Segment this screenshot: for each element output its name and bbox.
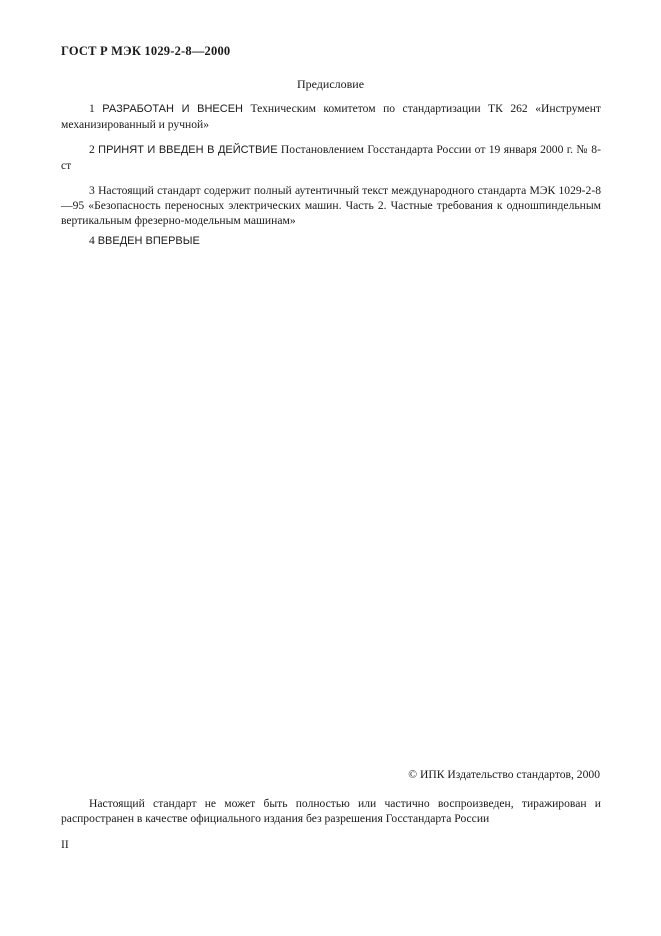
foreword-item-3 xyxy=(61,183,601,228)
standard-code-header: ГОСТ Р МЭК 1029-2-8—2000 xyxy=(61,44,231,58)
copyright-line: © ИПК Издательство стандартов, 2000 xyxy=(408,768,600,781)
foreword-title: Предисловие xyxy=(296,77,365,91)
foreword-item-4 xyxy=(61,233,601,249)
item-number: 4 xyxy=(89,234,95,247)
item-lead: ПРИНЯТ И ВВЕДЕН В ДЕЙСТВИЕ xyxy=(98,144,278,156)
item-text: Настоящий стандарт содержит полный аутентичный текст международного стандарта МЭК 1029-2-8—95 «Безопасность переносных электрических машин. Часть 2. Частные требования к одношпиндельным вертикальным фрезерно-модельным машинам» xyxy=(61,184,601,227)
reproduction-notice: Настоящий стандарт не может быть полностью или частично воспроизведен, тиражирован и распространен в качестве официального издания без разрешения Госстандарта России xyxy=(61,797,601,825)
item-number: 1 xyxy=(89,102,95,115)
item-text: Техническим комитетом по стандартизации ТК 262 «Инструмент механизированный и ручной» xyxy=(61,102,601,131)
item-lead: ВВЕДЕН ВПЕРВЫЕ xyxy=(97,235,200,247)
foreword-item-1 xyxy=(61,101,601,132)
item-number: 3 xyxy=(89,184,95,197)
item-number: 2 xyxy=(89,143,95,156)
page-number: II xyxy=(61,838,69,851)
item-text: Постановлением Госстандарта России от 19 января 2000 г. № 8-ст xyxy=(61,143,601,172)
foreword-item-2 xyxy=(61,142,601,173)
item-lead: РАЗРАБОТАН И ВНЕСЕН xyxy=(102,103,243,115)
